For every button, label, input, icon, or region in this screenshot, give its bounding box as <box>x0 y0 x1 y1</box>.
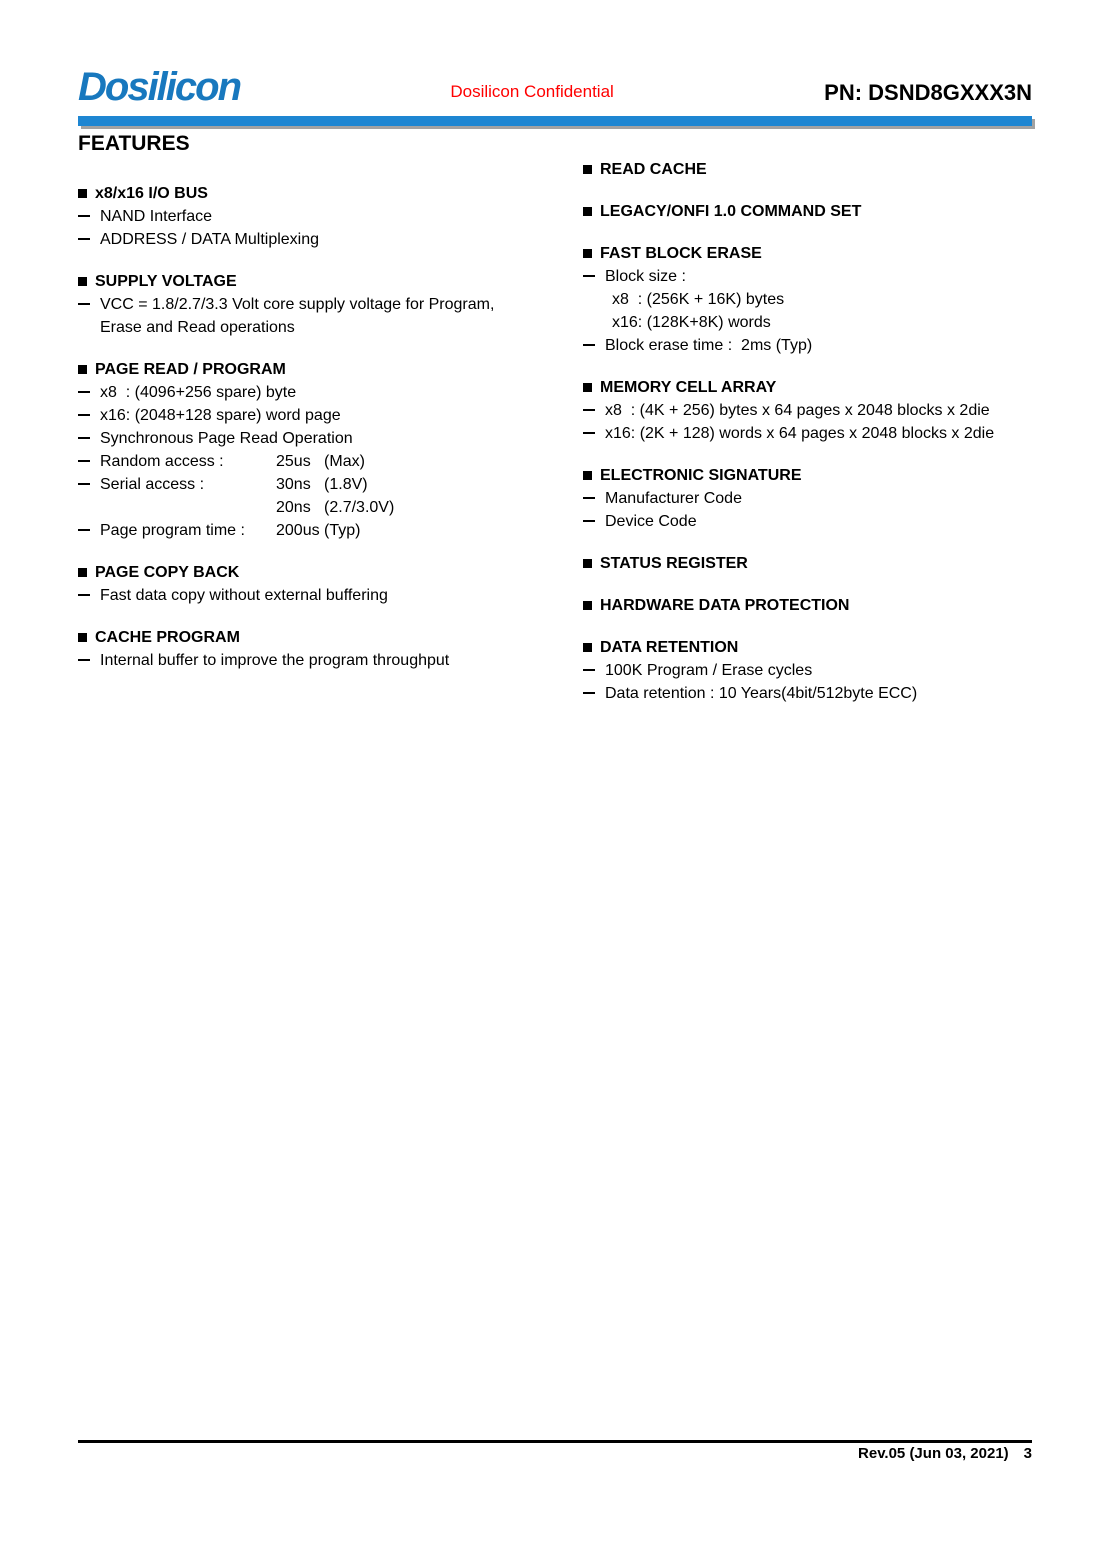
feature-section-page-read-program <box>78 358 583 542</box>
feature-item <box>583 334 1032 357</box>
dash-bullet-icon <box>78 205 100 228</box>
feature-section-status-register <box>583 552 1032 575</box>
revision-label: Rev.05 (Jun 03, 2021) <box>858 1445 1009 1462</box>
section-title-row <box>583 594 1032 617</box>
square-bullet-icon <box>583 643 592 652</box>
footer-divider-line <box>78 1440 1032 1443</box>
dash-bullet-icon <box>583 334 605 357</box>
page-footer <box>78 1440 1032 1464</box>
feature-item-text: x16: (2K + 128) words x 64 pages x 2048 blocks x 2die <box>605 425 995 442</box>
dash-bullet-icon <box>78 584 100 607</box>
section-title: FAST BLOCK ERASE <box>600 245 762 262</box>
section-title-row <box>78 182 583 205</box>
feature-item-text: x8 : (256K + 16K) bytes <box>612 291 785 308</box>
dash-bullet-icon <box>78 473 100 496</box>
section-title: PAGE READ / PROGRAM <box>95 361 286 378</box>
feature-item-text: x8 : (4K + 256) bytes x 64 pages x 2048 blocks x 2die <box>605 402 990 419</box>
feature-item <box>78 473 583 496</box>
feature-item-text: ADDRESS / DATA Multiplexing <box>100 231 320 248</box>
dash-bullet-icon <box>78 381 100 404</box>
square-bullet-icon <box>78 277 87 286</box>
feature-item-label: Random access : <box>100 453 224 470</box>
square-bullet-icon <box>78 568 87 577</box>
page-number: 3 <box>1023 1445 1032 1462</box>
square-bullet-icon <box>583 383 592 392</box>
section-title-row <box>583 242 1032 265</box>
section-title-row <box>583 376 1032 399</box>
dash-bullet-icon <box>78 228 100 251</box>
footer-text <box>78 1444 1032 1464</box>
features-right-column <box>583 158 1032 705</box>
dash-spacer <box>78 316 100 339</box>
section-title-row <box>583 200 1032 223</box>
feature-section-io-bus <box>78 182 583 251</box>
feature-item <box>78 649 583 672</box>
dash-bullet-icon <box>583 399 605 422</box>
square-bullet-icon <box>583 559 592 568</box>
square-bullet-icon <box>583 249 592 258</box>
section-title-row <box>78 626 583 649</box>
dash-bullet-icon <box>583 510 605 533</box>
feature-item-text: Device Code <box>605 513 697 530</box>
dash-bullet-icon <box>583 659 605 682</box>
feature-item <box>78 450 583 473</box>
feature-item-text: x16: (128K+8K) words <box>612 314 771 331</box>
feature-item-value: 20ns (2.7/3.0V) <box>276 499 395 516</box>
square-bullet-icon <box>78 365 87 374</box>
section-title: LEGACY/ONFI 1.0 COMMAND SET <box>600 203 862 220</box>
section-title-row <box>583 636 1032 659</box>
feature-item <box>78 584 583 607</box>
feature-item <box>583 510 1032 533</box>
feature-item-text: Block erase time : 2ms (Typ) <box>605 337 813 354</box>
feature-section-hardware-data-protection <box>583 594 1032 617</box>
section-title-row <box>78 270 583 293</box>
feature-item <box>78 293 583 316</box>
section-title: MEMORY CELL ARRAY <box>600 379 777 396</box>
section-title-row <box>583 464 1032 487</box>
feature-item-text: 100K Program / Erase cycles <box>605 662 813 679</box>
dash-spacer <box>78 496 100 519</box>
confidential-label: Dosilicon Confidential <box>450 82 614 101</box>
feature-section-cache-program <box>78 626 583 672</box>
dash-bullet-icon <box>583 487 605 510</box>
feature-item-text: Internal buffer to improve the program throughput <box>100 652 450 669</box>
part-number: PN: DSND8GXXX3N <box>824 80 1032 105</box>
feature-section-memory-cell-array <box>583 376 1032 445</box>
dash-bullet-icon <box>78 649 100 672</box>
features-columns <box>78 158 1032 705</box>
square-bullet-icon <box>583 165 592 174</box>
feature-item <box>583 659 1032 682</box>
feature-item-label: Page program time : <box>100 522 245 539</box>
feature-section-electronic-signature <box>583 464 1032 533</box>
section-title-row <box>78 358 583 381</box>
dash-bullet-icon <box>583 682 605 705</box>
dash-bullet-icon <box>583 265 605 288</box>
feature-item-text: Fast data copy without external buffering <box>100 587 388 604</box>
feature-item <box>583 265 1032 288</box>
square-bullet-icon <box>78 633 87 642</box>
section-title: ELECTRONIC SIGNATURE <box>600 467 802 484</box>
feature-item-text: Synchronous Page Read Operation <box>100 430 353 447</box>
feature-section-supply-voltage <box>78 270 583 339</box>
feature-item <box>78 519 583 542</box>
dash-bullet-icon <box>78 427 100 450</box>
feature-subitem <box>583 288 1032 311</box>
feature-item-text: Erase and Read operations <box>100 319 295 336</box>
section-title: DATA RETENTION <box>600 639 739 656</box>
square-bullet-icon <box>583 207 592 216</box>
feature-item <box>583 682 1032 705</box>
feature-section-read-cache <box>583 158 1032 181</box>
feature-item-continuation <box>78 316 583 339</box>
feature-section-page-copy-back <box>78 561 583 607</box>
square-bullet-icon <box>583 601 592 610</box>
feature-item-text: NAND Interface <box>100 208 213 225</box>
feature-item-continuation <box>78 496 583 519</box>
square-bullet-icon <box>583 471 592 480</box>
section-title: STATUS REGISTER <box>600 555 748 572</box>
feature-item-text: x8 : (4096+256 spare) byte <box>100 384 297 401</box>
feature-item <box>78 228 583 251</box>
feature-item-text: x16: (2048+128 spare) word page <box>100 407 341 424</box>
feature-item <box>78 404 583 427</box>
feature-item-value: 25us (Max) <box>276 453 365 470</box>
feature-item <box>78 427 583 450</box>
dash-bullet-icon <box>78 293 100 316</box>
company-logo: Dosilicon <box>78 65 241 109</box>
section-title-row <box>583 552 1032 575</box>
dash-bullet-icon <box>78 450 100 473</box>
feature-item-text: Data retention : 10 Years(4bit/512byte ECC) <box>605 685 918 702</box>
section-title: READ CACHE <box>600 161 707 178</box>
feature-item-value: 200us (Typ) <box>276 522 361 539</box>
section-title-row <box>78 561 583 584</box>
page-header <box>78 0 1032 108</box>
section-title: x8/x16 I/O BUS <box>95 185 208 202</box>
feature-item-label: Serial access : <box>100 476 205 493</box>
feature-item <box>583 399 1032 422</box>
dash-bullet-icon <box>583 422 605 445</box>
feature-section-command-set <box>583 200 1032 223</box>
section-title: PAGE COPY BACK <box>95 564 240 581</box>
dash-bullet-icon <box>78 519 100 542</box>
page-title: FEATURES <box>78 132 190 155</box>
feature-item-text: Manufacturer Code <box>605 490 742 507</box>
section-title: CACHE PROGRAM <box>95 629 240 646</box>
square-bullet-icon <box>78 189 87 198</box>
dash-bullet-icon <box>78 404 100 427</box>
feature-section-fast-block-erase <box>583 242 1032 357</box>
feature-item <box>583 422 1032 445</box>
section-title: HARDWARE DATA PROTECTION <box>600 597 850 614</box>
feature-item-label <box>100 496 276 519</box>
feature-item <box>78 205 583 228</box>
section-title-row <box>583 158 1032 181</box>
feature-item-text: VCC = 1.8/2.7/3.3 Volt core supply voltage for Program, <box>100 296 495 313</box>
feature-section-data-retention <box>583 636 1032 705</box>
feature-item-text: Block size : <box>605 268 686 285</box>
feature-item <box>583 487 1032 510</box>
section-title: SUPPLY VOLTAGE <box>95 273 237 290</box>
feature-item <box>78 381 583 404</box>
feature-item-value: 30ns (1.8V) <box>276 476 368 493</box>
features-left-column <box>78 158 583 705</box>
feature-subitem <box>583 311 1032 334</box>
header-divider-bar <box>78 116 1032 126</box>
